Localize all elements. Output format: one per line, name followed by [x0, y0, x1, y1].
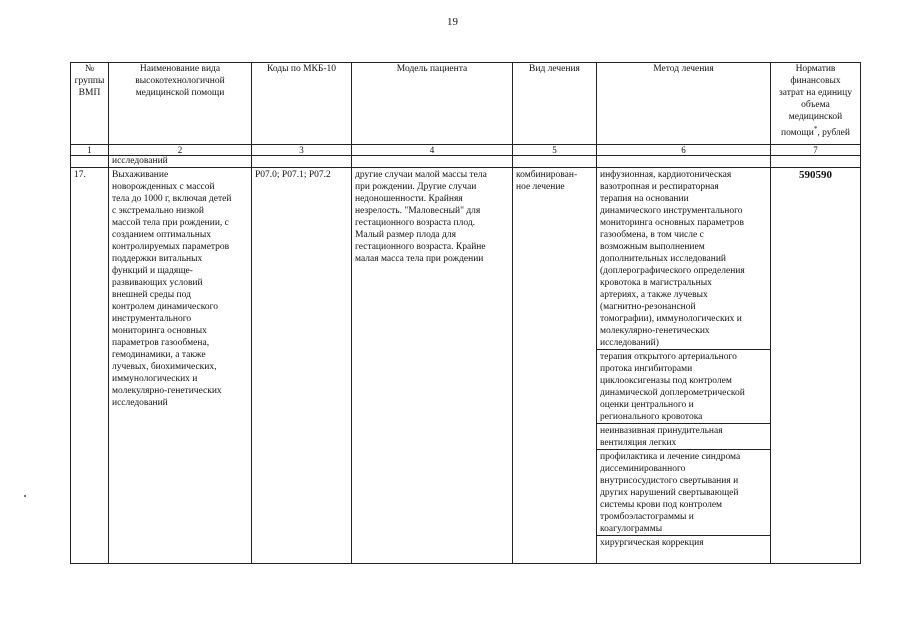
table-header-row	[71, 63, 861, 145]
patient-model-cell: другие случаи малой массы тела при рождении. Другие случаи недоношенности. Крайняя незрелость. "Маловесный" для гестационного возраста плод. Малый размер плода для гестационного возраста. Крайне малая масса тела при рождении	[352, 168, 513, 564]
continuation-text: исследований	[109, 156, 252, 168]
treatment-type-cell: комбинирован- ное лечение	[513, 168, 597, 564]
continuation-row	[71, 156, 861, 168]
vmp-table	[70, 62, 861, 564]
header-treatment-type: Вид лечения	[513, 63, 597, 145]
method-item: неинвазивная принудительная вентиляция легких	[597, 424, 770, 450]
table-row	[71, 168, 861, 564]
method-item: инфузионная, кардиотоническая вазотропная и респираторная терапия на основании динамического инструментального мониторинга основных параметров газообмена, в том числе с возможным выполнением дополнительных исследований (доплерографического определения кровотока в магистральных артериях, а также лучевых (магнитно-резонансной томографии), иммунологических и молекулярно-генетических исследований)	[597, 168, 770, 350]
column-number: 4	[352, 145, 513, 156]
column-number: 3	[252, 145, 352, 156]
header-icd-codes: Коды по МКБ-10	[252, 63, 352, 145]
header-group-number: № группы ВМП	[71, 63, 109, 145]
treatment-methods-cell	[597, 168, 771, 564]
cost-norm-cell: 590590	[771, 168, 861, 564]
header-patient-model: Модель пациента	[352, 63, 513, 145]
column-number-row	[71, 145, 861, 156]
method-item: терапия открытого артериального протока ингибиторами циклооксигеназы под контролем динамической доплерометрической оценки центрального и регионального кровотока	[597, 350, 770, 424]
method-item: хирургическая коррекция	[600, 538, 704, 548]
method-item: профилактика и лечение синдрома диссеминированного внутрисосудистого свертывания и других нарушений свертывающей системы крови под контролем тромбоэластограммы и коагулограммы	[597, 450, 770, 536]
care-type-cell: Выхаживание новорожденных с массой тела до 1000 г, включая детей с экстремально низкой массой тела при рождении, с созданием оптимальных контролируемых параметров поддержки витальных функций и щадяще- развивающих условий внешней среды под контролем динамического инструментального мониторинга основных параметров газообмена, гемодинамики, а также лучевых, биохимических, иммунологических и молекулярно-генетических исследований	[109, 168, 252, 564]
column-number: 6	[597, 145, 771, 156]
column-number: 2	[109, 145, 252, 156]
column-number: 1	[71, 145, 109, 156]
page-number: 19	[447, 16, 458, 28]
header-treatment-method: Метод лечения	[597, 63, 771, 145]
scan-speck	[24, 495, 26, 497]
column-number: 5	[513, 145, 597, 156]
header-cost-norm: Норматив финансовых затрат на единицу объема медицинской помощи*, рублей	[771, 63, 861, 145]
column-number: 7	[771, 145, 861, 156]
icd-codes-cell: P07.0; P07.1; P07.2	[252, 168, 352, 564]
group-number-cell: 17.	[71, 168, 109, 564]
header-care-type: Наименование вида высокотехнологичной медицинской помощи	[109, 63, 252, 145]
